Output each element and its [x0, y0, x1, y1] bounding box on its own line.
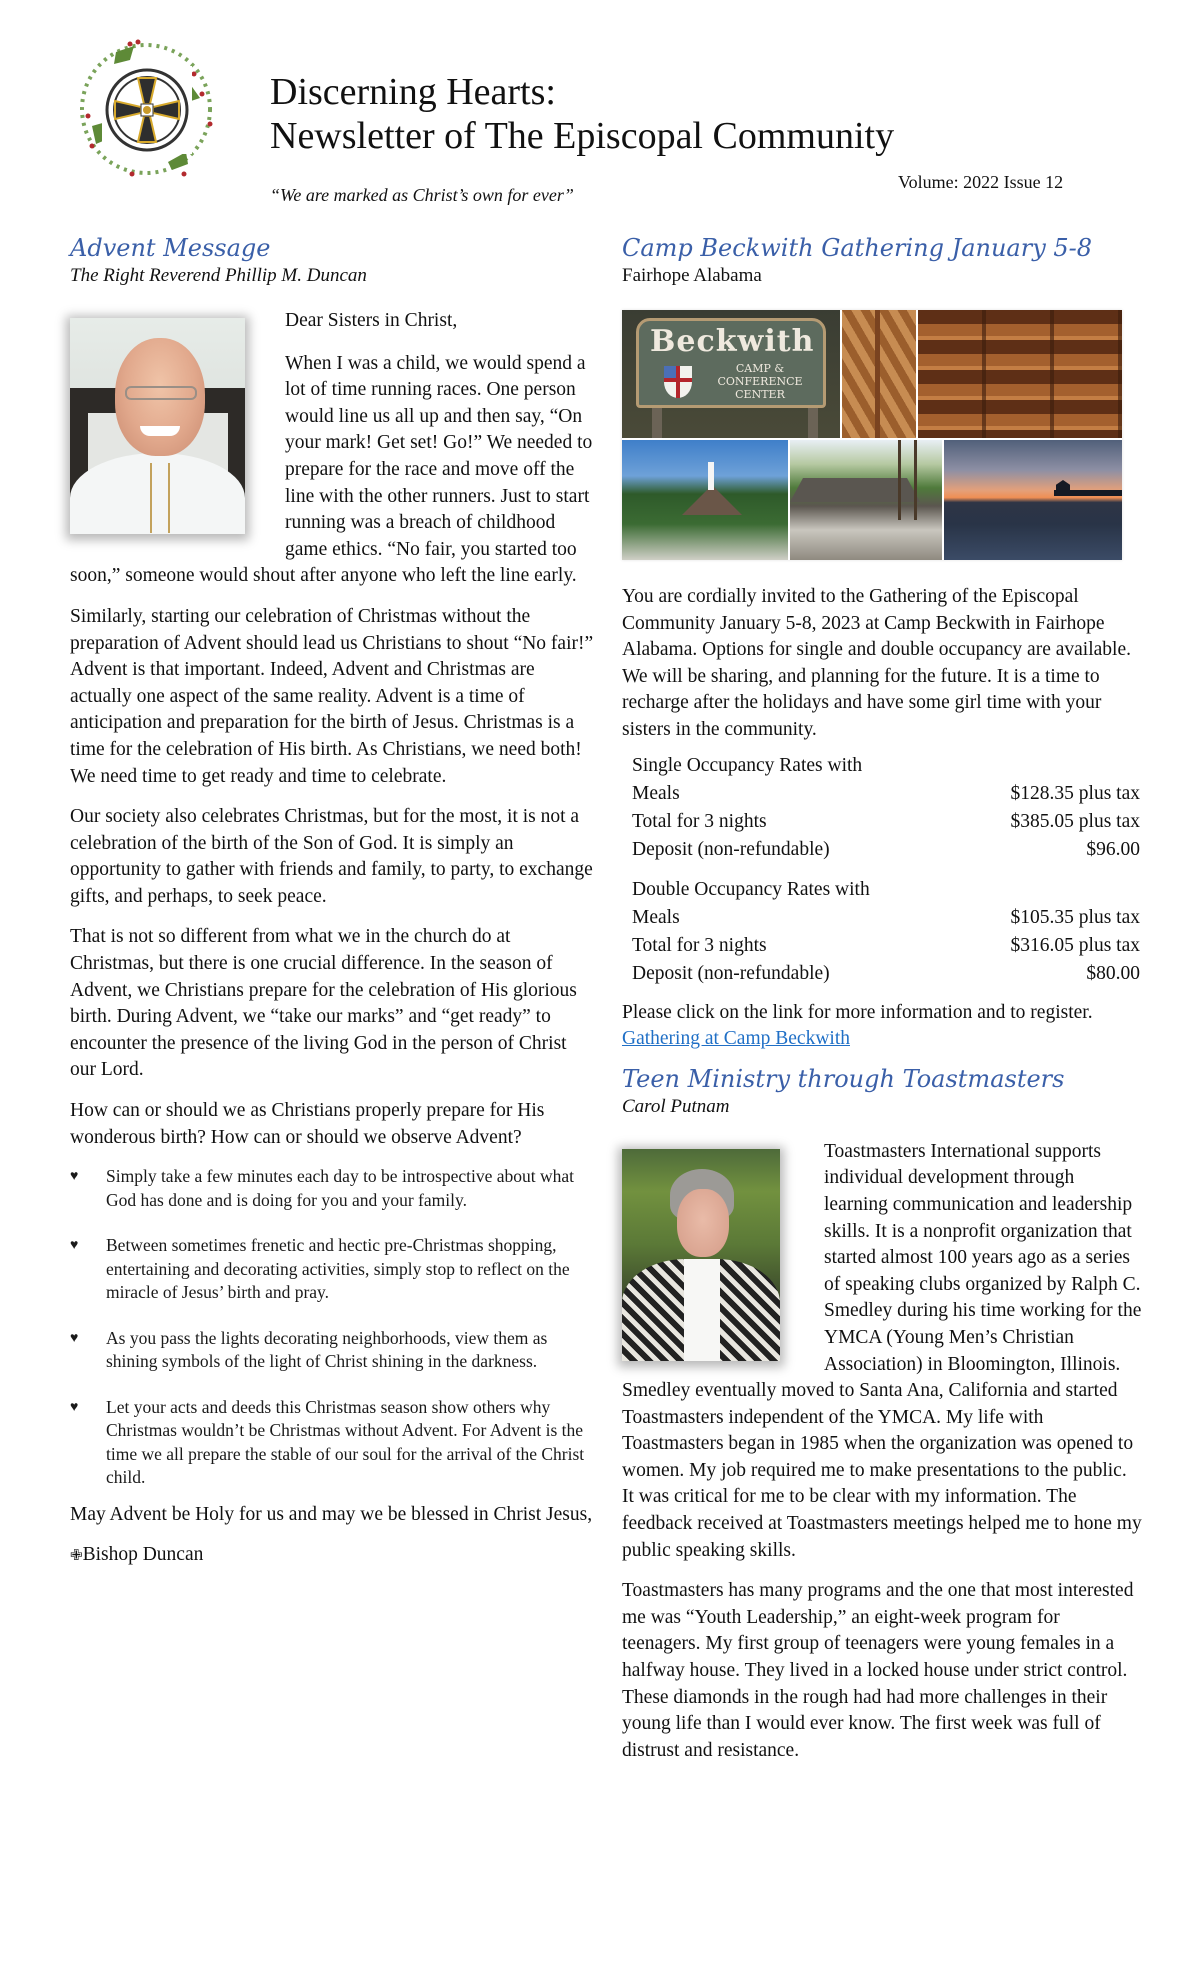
heart-bullet-icon: ♥: [70, 1399, 79, 1415]
rate-value: $316.05 plus tax: [1010, 934, 1140, 956]
list-item: [70, 1234, 595, 1305]
table-row: [632, 960, 1152, 988]
register-paragraph: [622, 1000, 1142, 1053]
camp-beckwith-section: [622, 232, 1142, 1778]
lodge-photo: [790, 440, 942, 560]
bay-sunset-photo: [944, 440, 1122, 560]
camp-photo-collage: [622, 310, 1122, 560]
table-row: [632, 932, 1152, 960]
toastmasters-paragraph: Toastmasters International supports individual development through learning communication and leadership skills. It is a nonprofit organization that started almost 100 years ago as a series of speaking clubs organized by Ralph C. Smedley during his time working for the YMCA (Young Men’s Christian Association) in Bloomington, Illinois. Smedley eventually moved to Santa Ana, California and started Toastmasters independent of the YMCA. My life with Toastmasters began in 1985 when the organization was opened to women. My job required me to make presentations to the public. It was critical for me to be clear with my information. The feedback received at Toastmasters meetings helped me to hone my public speaking skills.: [622, 1140, 1142, 1561]
title-line-1: Discerning Hearts:: [270, 71, 556, 113]
chapel-pews-photo: [918, 310, 1122, 438]
sign-name: Beckwith: [650, 324, 815, 359]
sign-subtitle: CAMP & CONFERENCE CENTER: [717, 362, 803, 401]
rate-value: $80.00: [1086, 962, 1140, 984]
advent-bullet-list: [70, 1165, 595, 1490]
heart-bullet-icon: ♥: [70, 1169, 79, 1185]
advent-paragraph: Similarly, starting our celebration of Christmas without the preparation of Advent should lead us Christians to shout “No fair!” Advent is that important. Indeed, Advent and Christmas are actually one aspect of the same reality. Advent is a time of anticipation and preparation for the birth of Jesus. Christmas is a time for the celebration of His birth. As Christians, we need both! We need time to get ready and time to celebrate.: [70, 605, 594, 787]
signature: [70, 1542, 595, 1569]
chapel-ceiling-photo: [842, 310, 916, 438]
toastmasters-title: Teen Ministry through Toastmasters: [622, 1064, 1065, 1093]
rate-label: Meals: [632, 906, 680, 928]
register-text: Please click on the link for more information and to register.: [622, 1001, 1093, 1023]
newsletter-title: [270, 70, 894, 158]
rate-value: $128.35 plus tax: [1010, 782, 1140, 804]
rate-label: Total for 3 nights: [632, 810, 767, 832]
toastmasters-paragraph: Toastmasters has many programs and the one that most interested me was “Youth Leadership,” an eight-week program for teenagers. My first group of teenagers were young females in a halfway house. They lived in a locked house under strict control. These diamonds in the rough had had more challenges in their young life than I would ever know. The first week was full of distrust and resistance.: [622, 1580, 1134, 1761]
table-row: [632, 904, 1152, 932]
heart-bullet-icon: ♥: [70, 1330, 79, 1346]
camp-intro: You are cordially invited to the Gathering of the Episcopal Community January 5-8, 2023 at Camp Beckwith in Fairhope Alabama. Options for single and double occupancy are available. We will be sharing, and planning for the future. It is a time to recharge after the holidays and have some girl time with your sisters in the community.: [622, 586, 1131, 740]
table-row: [632, 836, 1152, 864]
table-row: [632, 780, 1152, 808]
title-line-2: Newsletter of The Episcopal Community: [270, 115, 895, 157]
volume-issue: Volume: 2022 Issue 12: [898, 172, 1064, 192]
advent-author: The Right Reverend Phillip M. Duncan: [70, 265, 367, 286]
bishop-photo: [70, 318, 245, 534]
signature-name: Bishop Duncan: [82, 1544, 204, 1566]
table-row: [632, 752, 1152, 780]
table-row: [632, 876, 1152, 904]
rate-value: $105.35 plus tax: [1010, 906, 1140, 928]
rate-value: $96.00: [1086, 838, 1140, 860]
rate-label: Deposit (non-refundable): [632, 838, 830, 860]
double-heading: Double Occupancy Rates with: [632, 878, 870, 900]
rate-label: Meals: [632, 782, 680, 804]
advent-paragraph: How can or should we as Christians properly prepare for His wonderous birth? How can or should we observe Advent?: [70, 1100, 545, 1148]
register-link[interactable]: Gathering at Camp Beckwith: [622, 1028, 850, 1050]
rate-label: Deposit (non-refundable): [632, 962, 830, 984]
cross-icon: ✙: [70, 1548, 83, 1565]
episcopal-cross-wreath-icon: [72, 34, 220, 184]
rate-value: $385.05 plus tax: [1010, 810, 1140, 832]
camp-title: Camp Beckwith Gathering January 5-8: [622, 234, 1093, 262]
advent-message-section: [70, 232, 595, 1569]
rates-table: [632, 752, 1152, 988]
rate-label: Total for 3 nights: [632, 934, 767, 956]
table-row: [632, 808, 1152, 836]
list-item-text: Between sometimes frenetic and hectic pre-Christmas shopping, entertaining and decorating activities, simply stop to reflect on the miracle of Jesus’ birth and pray.: [106, 1235, 570, 1303]
advent-paragraph: When I was a child, we would spend a lot of time running races. One person would line us all up and then say, “On your mark! Get set! Go!” We needed to prepare for the race and move off the line with the other runners. Just to start running was a breach of childhood game ethics. “No fair, you started too soon,” someone would shout after anyone who left the line early.: [70, 352, 593, 587]
list-item-text: As you pass the lights decorating neighborhoods, view them as shining symbols of the light of Christ shining in the darkness.: [106, 1327, 548, 1372]
advent-title: Advent Message: [70, 234, 271, 262]
advent-greeting: Dear Sisters in Christ,: [285, 310, 458, 331]
camp-location: Fairhope Alabama: [622, 265, 762, 286]
list-item-text: Let your acts and deeds this Christmas season show others why Christmas wouldn’t be Christmas without Advent. For Advent is the time we all prepare the stable of our soul for the arrival of the Christ child.: [106, 1396, 585, 1488]
list-item-text: Simply take a few minutes each day to be introspective about what God has done and is doing for you and your family.: [106, 1166, 574, 1210]
newsletter-logo: [72, 34, 220, 184]
chapel-exterior-photo: [622, 440, 788, 560]
list-item: [70, 1396, 595, 1490]
heart-bullet-icon: ♥: [70, 1238, 79, 1254]
advent-paragraph: Our society also celebrates Christmas, but for the most, it is not a celebration of the birth of the Son of God. It is simply an opportunity to gather with friends and family, to party, to exchange gifts, and perhaps, to seek peace.: [70, 806, 593, 907]
tagline: “We are marked as Christ’s own for ever”: [270, 185, 574, 205]
toastmasters-author: Carol Putnam: [622, 1095, 730, 1117]
list-item: [70, 1165, 595, 1212]
advent-closing: May Advent be Holy for us and may we be blessed in Christ Jesus,: [70, 1503, 593, 1525]
camp-sign-photo: [622, 310, 840, 438]
single-heading: Single Occupancy Rates with: [632, 754, 863, 776]
carol-photo: [622, 1149, 780, 1361]
list-item: [70, 1327, 595, 1374]
advent-paragraph: That is not so different from what we in the church do at Christmas, but there is one crucial difference. In the season of Advent, we Christians prepare for the celebration of His glorious birth. During Advent, we “take our marks” and “get ready” to encounter the presence of the living God in the person of Christ our Lord.: [70, 926, 577, 1081]
